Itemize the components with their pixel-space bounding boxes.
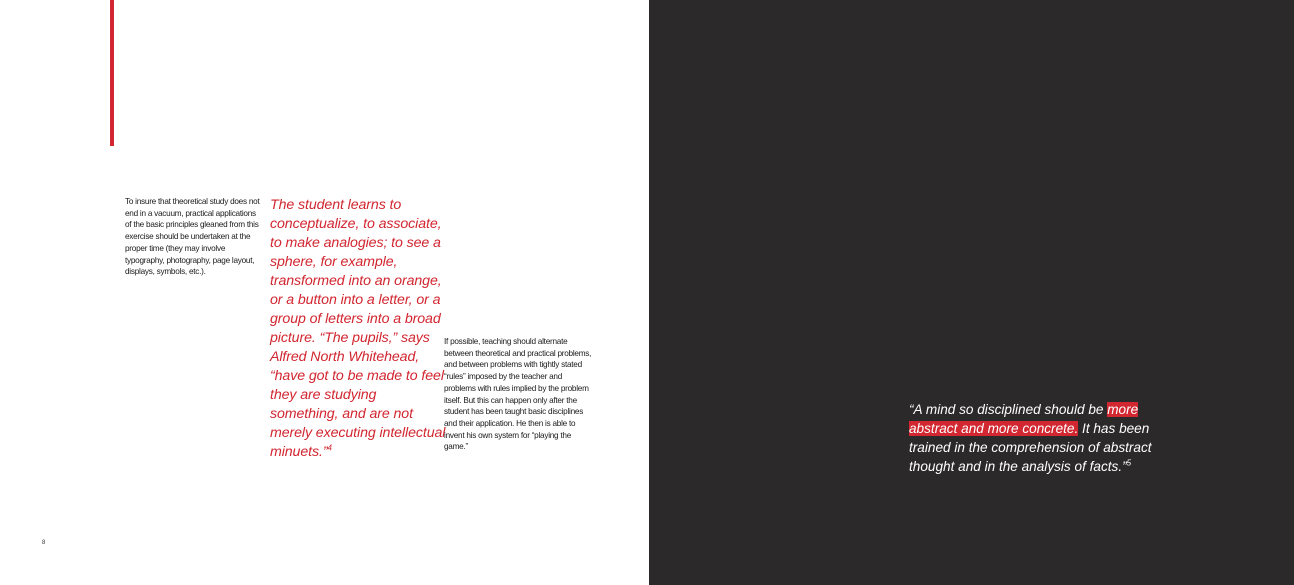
page-number: 8 [42, 540, 46, 546]
quote-footnote-ref: 5 [1126, 458, 1132, 468]
pull-quote-text: The student learns to conceptualize, to associate, to make analogies; to see a sphere, for example, transformed into an orange, or a button into a letter, or a group of letters into a broad picture. “The pupils,” says Alfred North Whitehead, “have got to be made to feel they are studying something, and are not merely executing intellectual minuets.” [270, 197, 446, 460]
quote-text-after: It has been trained in the comprehension of abstract thought and in the analysis of facts.” [909, 421, 1152, 474]
body-text-column-2: If possible, teaching should alternate between theoretical and practical problems, and between problems with tightly stated “rules” imposed by the teacher and problems with rules implied by the problem itself. But this can happen only after the student has been taught basic disciplines and their application. He then is able to invent his own system for “playing the game.” [444, 337, 592, 452]
red-vertical-rule [110, 0, 114, 146]
right-page [649, 0, 1294, 585]
pull-quote-footnote-ref: 4 [327, 443, 332, 453]
quote-highlight: more abstract and more concrete. [909, 402, 1139, 436]
pull-quote [270, 196, 446, 462]
quote-text-before: “A mind so disciplined should be [909, 402, 1108, 417]
highlighted-quote [909, 400, 1171, 476]
body-text-column-1: To insure that theoretical study does not end in a vacuum, practical applications of the basic principles gleaned from this exercise should be undertaken at the proper time (they may involve typography, photography, page layout, displays, symbols, etc.). [125, 197, 260, 277]
